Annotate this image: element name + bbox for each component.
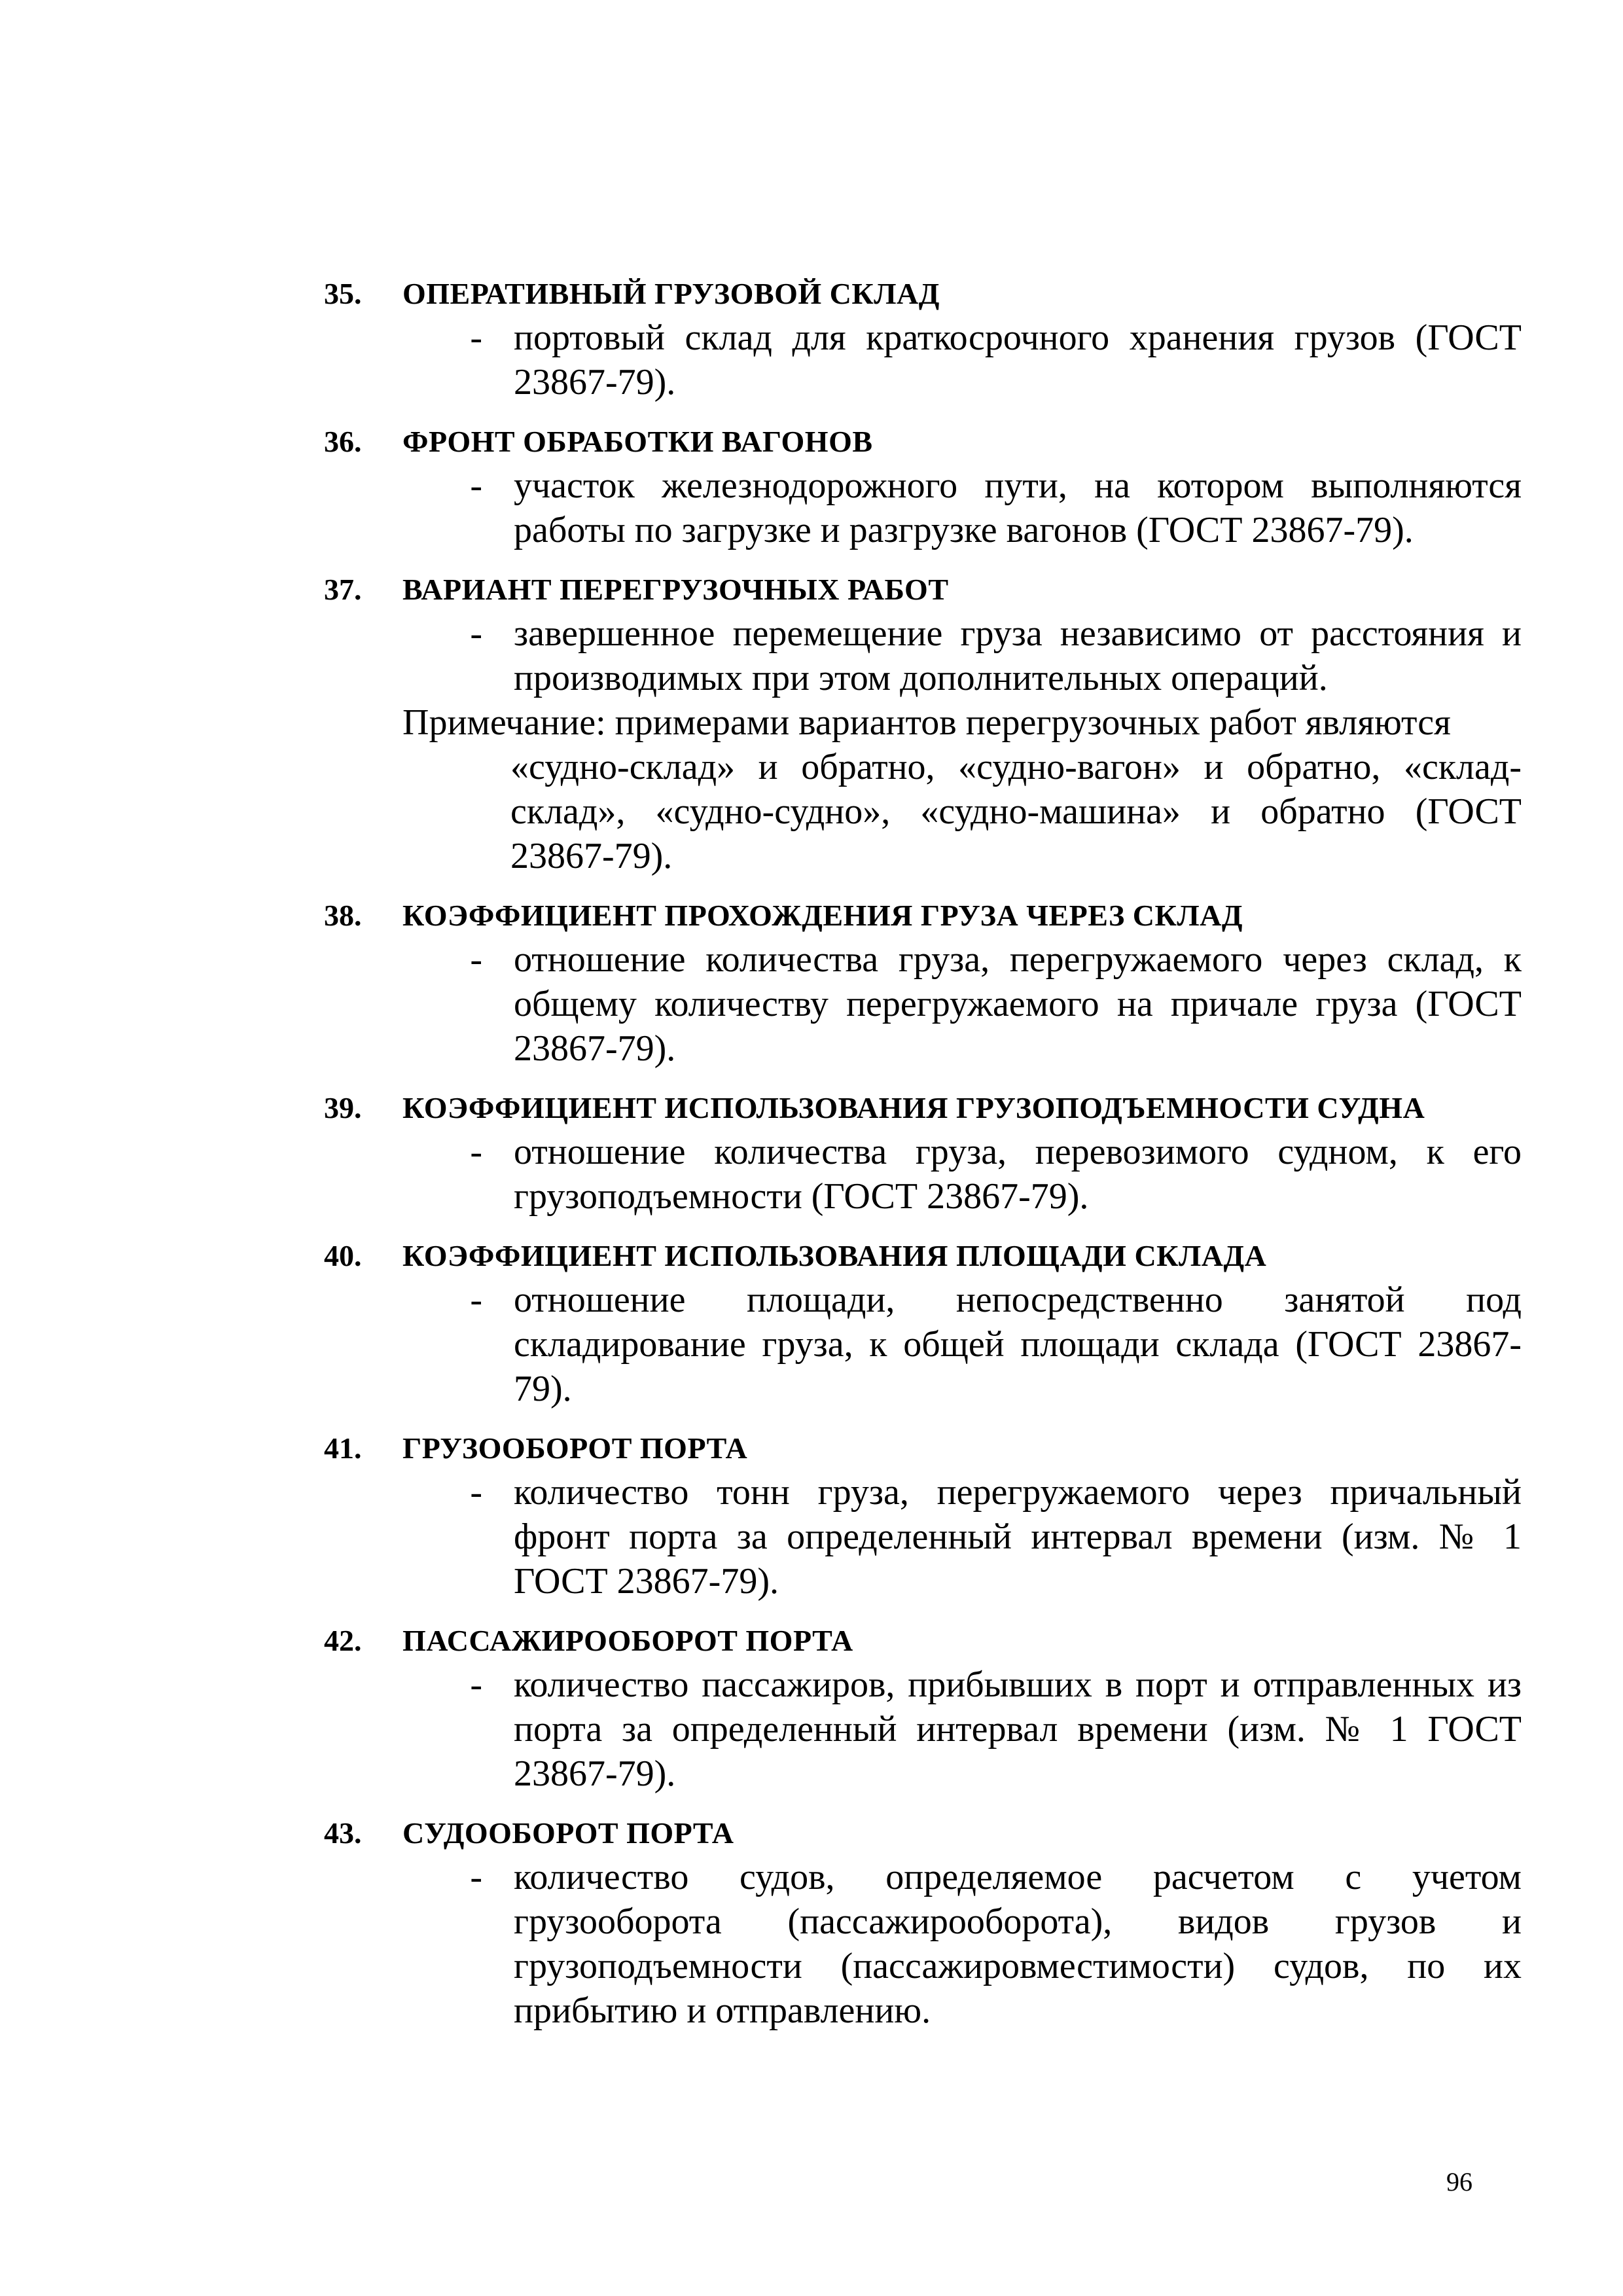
entry-note [324,700,1522,878]
definition-text: портовый склад для краткосрочного хранения грузов (ГОСТ 23867-79). [514,317,1522,403]
note-lead: Примечание: примерами вариантов перегрузочных работ являются [402,702,1451,743]
entry-heading [324,1237,1522,1275]
entry-heading [324,1814,1522,1852]
glossary-entry-43 [324,1814,1522,2033]
entry-definition [324,1855,1522,2033]
definition-dash: - [470,1132,482,1172]
entry-title: КОЭФФИЦИЕНТ ПРОХОЖДЕНИЯ ГРУЗА ЧЕРЕЗ СКЛАД [402,899,1243,932]
entry-title: КОЭФФИЦИЕНТ ИСПОЛЬЗОВАНИЯ ПЛОЩАДИ СКЛАДА [402,1239,1267,1272]
entry-definition [324,1662,1522,1796]
entry-heading [324,275,1522,313]
entry-heading [324,1429,1522,1467]
definition-text: количество тонн груза, перегружаемого через причальный фронт порта за определенный интервал времени (изм. № 1 ГОСТ 23867-79). [514,1472,1522,1602]
entry-heading [324,1089,1522,1127]
definition-text: количество судов, определяемое расчетом с учетом грузооборота (пассажирооборота), видов грузов и грузоподъемности (пассажировместимости) судов, по их прибытию и отправлению. [514,1857,1522,2031]
entry-heading [324,1622,1522,1660]
entry-definition [324,1130,1522,1219]
definition-text: отношение количества груза, перегружаемого через склад, к общему количеству перегружаемого на причале груза (ГОСТ 23867-79). [514,939,1522,1069]
entry-number: 43. [324,1816,362,1850]
entry-title: КОЭФФИЦИЕНТ ИСПОЛЬЗОВАНИЯ ГРУЗОПОДЪЕМНОСТИ СУДНА [402,1091,1425,1124]
entry-definition [324,315,1522,404]
glossary-entry-38 [324,897,1522,1071]
definition-dash: - [470,1664,482,1705]
entry-title: ФРОНТ ОБРАБОТКИ ВАГОНОВ [402,425,873,458]
definition-dash: - [470,317,482,358]
note-body: «судно-склад» и обратно, «судно-вагон» и обратно, «склад-склад», «судно-судно», «судно-машина» и обратно (ГОСТ 23867-79). [510,747,1522,876]
entry-number: 40. [324,1239,362,1272]
entry-heading [324,571,1522,609]
glossary-entry-35 [324,275,1522,404]
page-number: 96 [1446,2167,1472,2197]
entry-number: 38. [324,899,362,932]
definition-dash: - [470,465,482,506]
glossary-entry-40 [324,1237,1522,1411]
definition-dash: - [470,1857,482,1897]
glossary-entry-39 [324,1089,1522,1219]
entry-heading [324,897,1522,935]
definition-text: отношение количества груза, перевозимого судном, к его грузоподъемности (ГОСТ 23867-79). [514,1132,1522,1217]
entry-title: ПАССАЖИРООБОРОТ ПОРТА [402,1624,853,1657]
entry-heading [324,423,1522,461]
entry-title: ОПЕРАТИВНЫЙ ГРУЗОВОЙ СКЛАД [402,277,940,310]
entry-number: 41. [324,1431,362,1465]
definition-dash: - [470,613,482,654]
entry-title: ГРУЗООБОРОТ ПОРТА [402,1431,748,1465]
definition-dash: - [470,1472,482,1513]
definition-text: отношение площади, непосредственно занятой под складирование груза, к общей площади склада (ГОСТ 23867-79). [514,1280,1522,1409]
entry-definition [324,937,1522,1071]
definition-text: завершенное перемещение груза независимо от расстояния и производимых при этом дополнительных операций. [514,613,1522,698]
definition-text: участок железнодорожного пути, на котором выполняются работы по загрузке и разгрузке вагонов (ГОСТ 23867-79). [514,465,1522,550]
entry-number: 39. [324,1091,362,1124]
glossary-entry-41 [324,1429,1522,1604]
entry-title: ВАРИАНТ ПЕРЕГРУЗОЧНЫХ РАБОТ [402,573,949,606]
glossary-entry-42 [324,1622,1522,1796]
entry-definition [324,1470,1522,1604]
entry-definition [324,1278,1522,1411]
entry-number: 35. [324,277,362,310]
entry-definition [324,463,1522,552]
entry-definition [324,611,1522,700]
glossary-entry-36 [324,423,1522,552]
entry-title: СУДООБОРОТ ПОРТА [402,1816,734,1850]
definition-text: количество пассажиров, прибывших в порт и отправленных из порта за определенный интервал времени (изм. № 1 ГОСТ 23867-79). [514,1664,1522,1794]
definition-dash: - [470,1280,482,1320]
entry-number: 37. [324,573,362,606]
entry-number: 36. [324,425,362,458]
definition-dash: - [470,939,482,980]
entry-number: 42. [324,1624,362,1657]
glossary-entry-37 [324,571,1522,878]
glossary-content [324,275,1522,2051]
